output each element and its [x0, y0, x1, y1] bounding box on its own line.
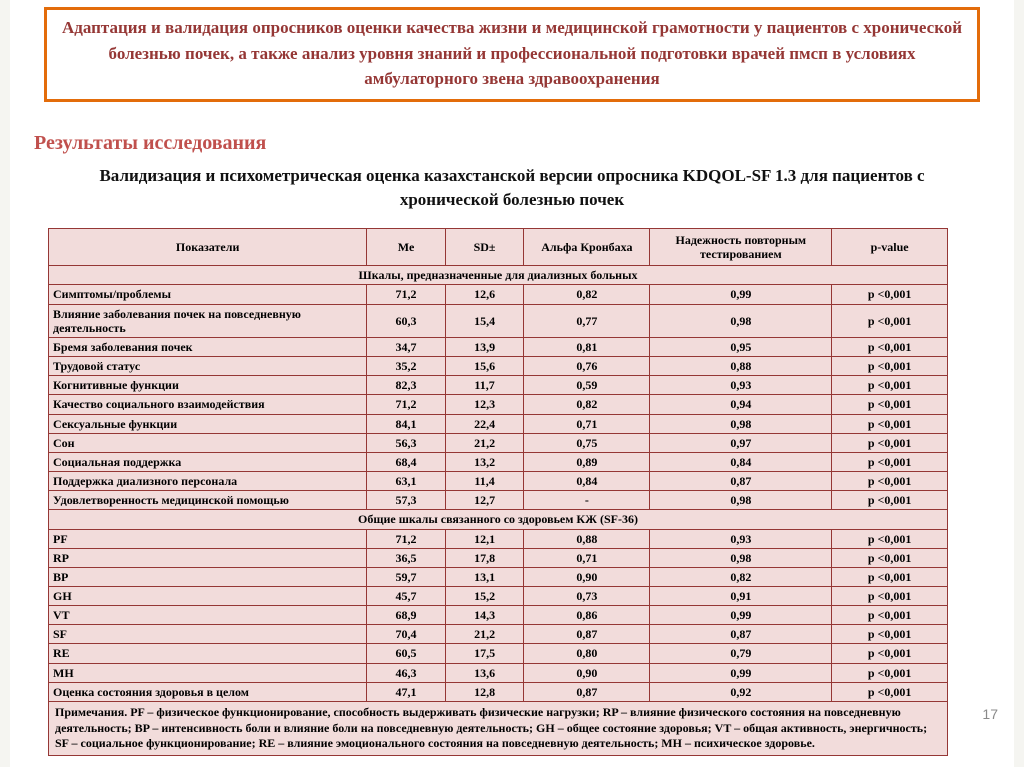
cell-value: р <0,001: [832, 548, 948, 567]
results-table: [48, 228, 948, 756]
cell-value: 82,3: [367, 376, 446, 395]
cell-value: р <0,001: [832, 304, 948, 337]
cell-value: 0,98: [650, 414, 832, 433]
cell-value: 0,88: [650, 357, 832, 376]
table-section-row: [49, 510, 948, 529]
cell-value: 0,71: [524, 414, 650, 433]
cell-value: 35,2: [367, 357, 446, 376]
table-row: [49, 414, 948, 433]
table-row: [49, 529, 948, 548]
cell-value: 13,9: [445, 337, 524, 356]
cell-value: р <0,001: [832, 376, 948, 395]
cell-value: 15,2: [445, 586, 524, 605]
cell-value: 45,7: [367, 586, 446, 605]
cell-value: 21,2: [445, 433, 524, 452]
cell-value: 60,3: [367, 304, 446, 337]
table-section-header: Общие шкалы связанного со здоровьем КЖ (SF-36): [49, 510, 948, 529]
cell-value: 0,81: [524, 337, 650, 356]
table-row: [49, 357, 948, 376]
cell-indicator-name: Когнитивные функции: [49, 376, 367, 395]
table-row: [49, 491, 948, 510]
cell-value: 68,9: [367, 606, 446, 625]
cell-value: 63,1: [367, 472, 446, 491]
cell-indicator-name: BP: [49, 567, 367, 586]
cell-value: р <0,001: [832, 452, 948, 471]
page-number: 17: [982, 706, 998, 722]
cell-indicator-name: Симптомы/проблемы: [49, 285, 367, 304]
cell-value: 0,73: [524, 586, 650, 605]
cell-value: 57,3: [367, 491, 446, 510]
section-heading: Результаты исследования: [34, 132, 267, 154]
table-row: [49, 376, 948, 395]
cell-value: 14,3: [445, 606, 524, 625]
cell-value: р <0,001: [832, 644, 948, 663]
table-row: [49, 644, 948, 663]
cell-value: 12,3: [445, 395, 524, 414]
cell-value: 56,3: [367, 433, 446, 452]
cell-indicator-name: Бремя заболевания почек: [49, 337, 367, 356]
cell-value: 15,4: [445, 304, 524, 337]
cell-value: -: [524, 491, 650, 510]
cell-value: 0,93: [650, 529, 832, 548]
cell-value: 0,94: [650, 395, 832, 414]
cell-value: 15,6: [445, 357, 524, 376]
table-row: [49, 433, 948, 452]
cell-value: р <0,001: [832, 682, 948, 701]
cell-value: 0,87: [524, 625, 650, 644]
cell-value: 12,6: [445, 285, 524, 304]
cell-value: р <0,001: [832, 586, 948, 605]
table-row: [49, 472, 948, 491]
cell-value: 0,84: [524, 472, 650, 491]
col-header-indicators: Показатели: [49, 229, 367, 266]
cell-value: 0,77: [524, 304, 650, 337]
cell-value: 12,8: [445, 682, 524, 701]
cell-indicator-name: Социальная поддержка: [49, 452, 367, 471]
cell-value: 12,7: [445, 491, 524, 510]
cell-value: 84,1: [367, 414, 446, 433]
table-row: [49, 663, 948, 682]
cell-value: р <0,001: [832, 337, 948, 356]
table-row: [49, 452, 948, 471]
cell-value: 0,91: [650, 586, 832, 605]
cell-value: р <0,001: [832, 285, 948, 304]
cell-value: 0,82: [650, 567, 832, 586]
table-row: [49, 606, 948, 625]
table-row: [49, 337, 948, 356]
cell-value: 0,82: [524, 395, 650, 414]
cell-value: 0,92: [650, 682, 832, 701]
cell-value: р <0,001: [832, 472, 948, 491]
cell-value: 60,5: [367, 644, 446, 663]
cell-value: 0,75: [524, 433, 650, 452]
cell-value: 0,98: [650, 491, 832, 510]
cell-value: 0,99: [650, 606, 832, 625]
cell-value: 17,8: [445, 548, 524, 567]
cell-value: 0,93: [650, 376, 832, 395]
cell-indicator-name: Трудовой статус: [49, 357, 367, 376]
cell-indicator-name: SF: [49, 625, 367, 644]
cell-value: 0,86: [524, 606, 650, 625]
cell-value: 71,2: [367, 395, 446, 414]
cell-indicator-name: GH: [49, 586, 367, 605]
cell-value: 0,59: [524, 376, 650, 395]
table-row: [49, 567, 948, 586]
cell-value: 46,3: [367, 663, 446, 682]
cell-value: 0,71: [524, 548, 650, 567]
cell-value: 71,2: [367, 285, 446, 304]
table-section-header: Шкалы, предназначенные для диализных больных: [49, 266, 948, 285]
table-row: [49, 304, 948, 337]
cell-value: 12,1: [445, 529, 524, 548]
cell-value: 70,4: [367, 625, 446, 644]
cell-indicator-name: Сон: [49, 433, 367, 452]
table-row: [49, 548, 948, 567]
cell-value: 22,4: [445, 414, 524, 433]
cell-indicator-name: MH: [49, 663, 367, 682]
cell-value: 0,79: [650, 644, 832, 663]
table-row: [49, 395, 948, 414]
cell-value: р <0,001: [832, 491, 948, 510]
cell-value: 11,7: [445, 376, 524, 395]
cell-value: р <0,001: [832, 606, 948, 625]
col-header-me: Ме: [367, 229, 446, 266]
cell-value: 0,82: [524, 285, 650, 304]
table-header-row: [49, 229, 948, 266]
slide-left-margin: [0, 0, 10, 767]
cell-value: 36,5: [367, 548, 446, 567]
cell-value: 0,84: [650, 452, 832, 471]
cell-value: 0,87: [650, 472, 832, 491]
cell-value: 13,2: [445, 452, 524, 471]
cell-value: р <0,001: [832, 663, 948, 682]
cell-value: 0,88: [524, 529, 650, 548]
cell-value: 0,90: [524, 567, 650, 586]
cell-indicator-name: Влияние заболевания почек на повседневную деятельность: [49, 304, 367, 337]
cell-value: 71,2: [367, 529, 446, 548]
slide-right-margin: [1014, 0, 1024, 767]
table-section-row: [49, 266, 948, 285]
cell-value: 0,76: [524, 357, 650, 376]
cell-indicator-name: Оценка состояния здоровья в целом: [49, 682, 367, 701]
col-header-retest-reliability: Надежность повторным тестированием: [650, 229, 832, 266]
cell-value: 0,97: [650, 433, 832, 452]
cell-value: 59,7: [367, 567, 446, 586]
cell-value: 11,4: [445, 472, 524, 491]
cell-value: 0,80: [524, 644, 650, 663]
cell-indicator-name: Сексуальные функции: [49, 414, 367, 433]
cell-value: 34,7: [367, 337, 446, 356]
cell-value: 0,89: [524, 452, 650, 471]
table-row: [49, 285, 948, 304]
cell-indicator-name: RE: [49, 644, 367, 663]
table-title: Валидизация и психометрическая оценка казахстанской версии опросника KDQOL-SF 1.3 для пациентов с хронической болезнью почек: [99, 166, 925, 209]
cell-value: р <0,001: [832, 529, 948, 548]
cell-value: 0,90: [524, 663, 650, 682]
table-row: [49, 682, 948, 701]
cell-indicator-name: VT: [49, 606, 367, 625]
cell-value: 17,5: [445, 644, 524, 663]
table-row: [49, 625, 948, 644]
cell-value: р <0,001: [832, 625, 948, 644]
slide-title: Адаптация и валидация опросников оценки качества жизни и медицинской грамотности у пациентов с хронической болезнью почек, а также анализ уровня знаний и профессиональной подготовки врачей пмсп в условиях амбулаторного звена здравоохранения: [61, 18, 963, 88]
cell-value: 0,98: [650, 304, 832, 337]
cell-indicator-name: Качество социального взаимодействия: [49, 395, 367, 414]
cell-value: р <0,001: [832, 395, 948, 414]
cell-value: 0,98: [650, 548, 832, 567]
cell-value: 0,99: [650, 285, 832, 304]
cell-indicator-name: Поддержка диализного персонала: [49, 472, 367, 491]
cell-value: 47,1: [367, 682, 446, 701]
col-header-sd: SD±: [445, 229, 524, 266]
table-row: [49, 586, 948, 605]
cell-value: р <0,001: [832, 567, 948, 586]
cell-value: р <0,001: [832, 414, 948, 433]
col-header-cronbach-alpha: Альфа Кронбаха: [524, 229, 650, 266]
cell-value: 0,95: [650, 337, 832, 356]
results-table-body: [49, 266, 948, 702]
cell-value: 13,1: [445, 567, 524, 586]
cell-value: 0,99: [650, 663, 832, 682]
cell-indicator-name: RP: [49, 548, 367, 567]
table-notes-row: [49, 701, 948, 755]
cell-indicator-name: PF: [49, 529, 367, 548]
cell-value: р <0,001: [832, 433, 948, 452]
cell-value: 0,87: [524, 682, 650, 701]
cell-indicator-name: Удовлетворенность медицинской помощью: [49, 491, 367, 510]
cell-value: 0,87: [650, 625, 832, 644]
slide-title-box: [44, 7, 980, 102]
cell-value: 21,2: [445, 625, 524, 644]
cell-value: р <0,001: [832, 357, 948, 376]
col-header-p-value: p-value: [832, 229, 948, 266]
cell-value: 13,6: [445, 663, 524, 682]
table-notes: Примечания. PF – физическое функционирование, способность выдерживать физические нагрузки; RP – влияние физического состояния на повседневную деятельность; BP – интенсивность боли и влияние боли на повседневную деятельность; GH – общее состояние здоровья; VT – общая активность, энергичность; SF – социальное функционирование; RE – влияние эмоционального состояния на повседневную деятельность; MH – психическое здоровье.: [49, 701, 948, 755]
cell-value: 68,4: [367, 452, 446, 471]
